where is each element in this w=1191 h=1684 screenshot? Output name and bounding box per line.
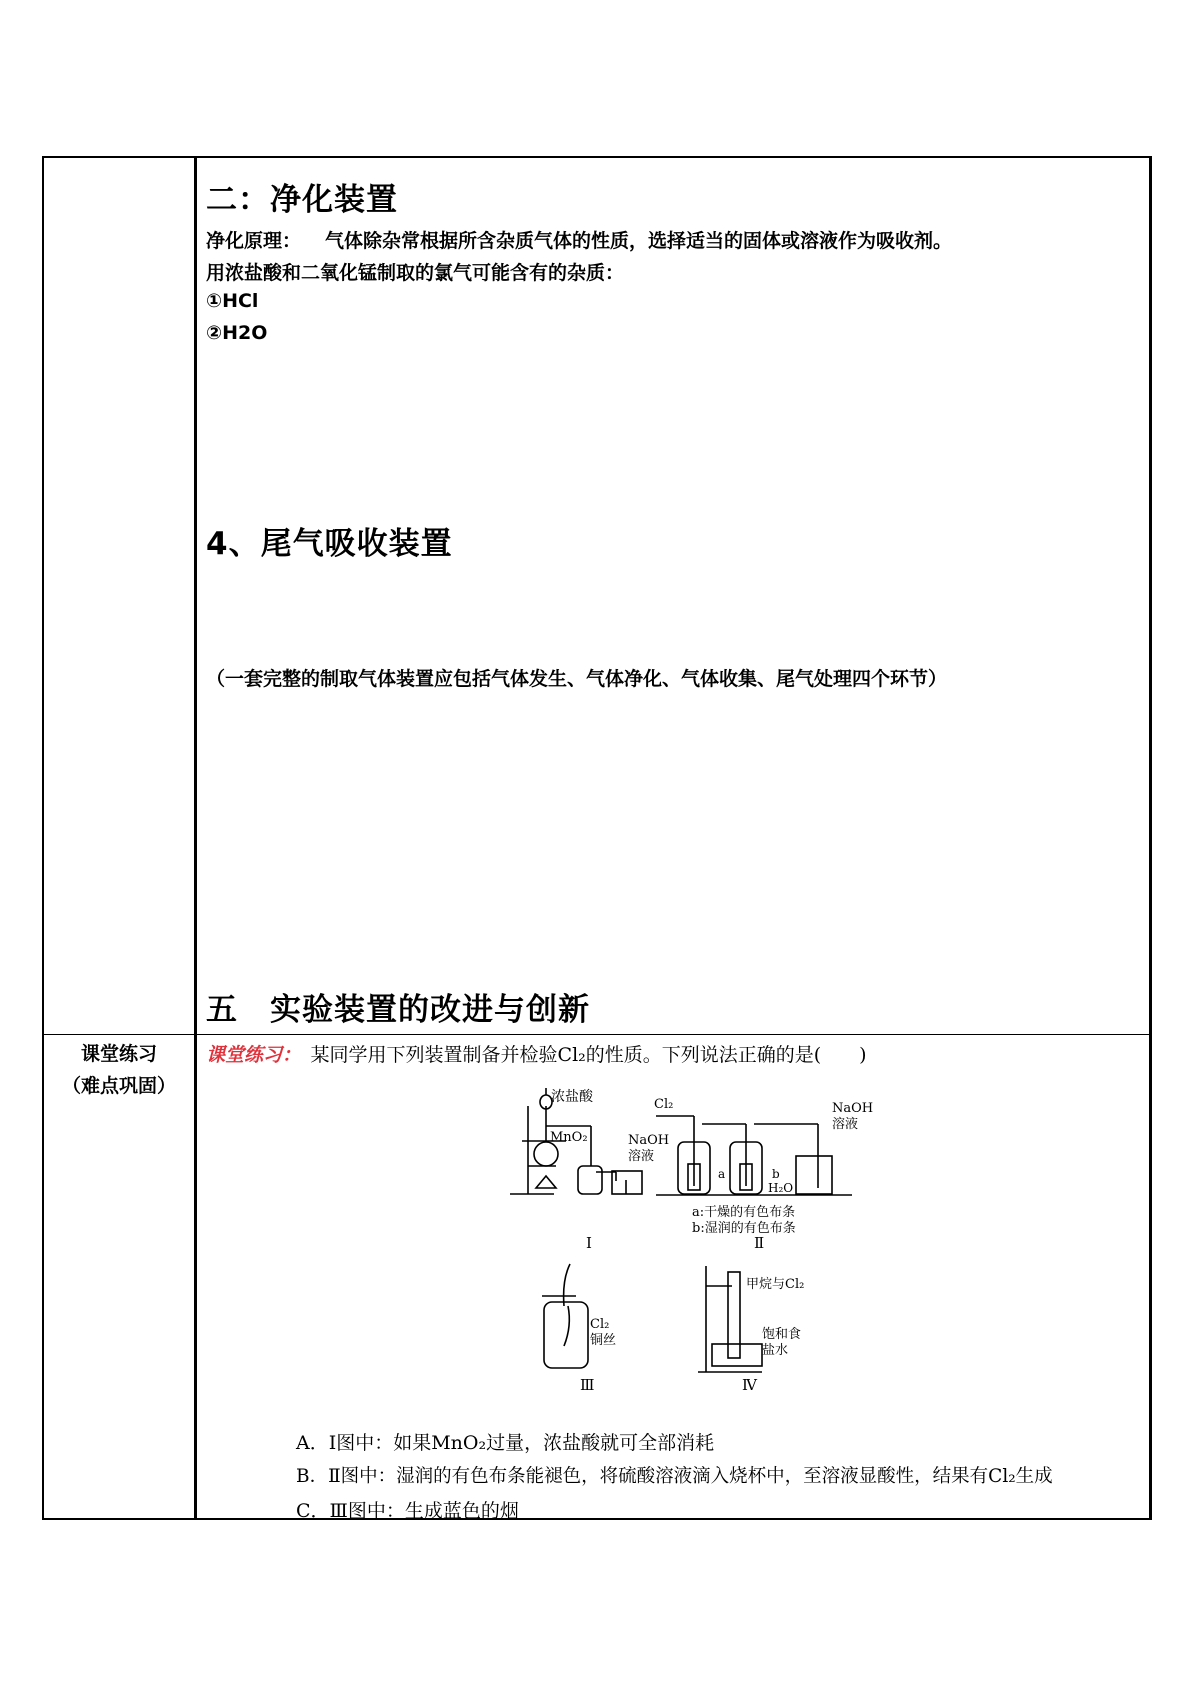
row-divider <box>44 1034 1149 1035</box>
label-iv-0: 甲烷与Cl₂ <box>746 1277 805 1292</box>
section4-title: 4、尾气吸收装置 <box>206 526 453 562</box>
apparatus-figure <box>506 1076 932 1400</box>
section5-title: 五 实验装置的改进与创新 <box>206 992 590 1028</box>
label-iii-0: Cl₂ <box>590 1317 610 1332</box>
row-label-sub: （难点巩固） <box>61 1075 176 1097</box>
label-i-0: 浓盐酸 <box>551 1089 593 1105</box>
apparatus-iii <box>542 1264 588 1368</box>
option-a: A．Ⅰ图中：如果MnO₂过量，浓盐酸就可全部消耗 <box>296 1432 715 1454</box>
label-ii-7: b:湿润的有色布条 <box>692 1221 796 1236</box>
section2-title: 二：净化装置 <box>206 182 398 218</box>
label-ii-5: H₂O <box>768 1181 794 1195</box>
principle-text: 气体除杂常根据所含杂质气体的性质，选择适当的固体或溶液作为吸收剂。 <box>325 230 953 252</box>
caption-iii: Ⅲ <box>580 1376 595 1394</box>
caption-iv: Ⅳ <box>742 1376 757 1394</box>
label-ii-2: 溶液 <box>832 1117 859 1132</box>
label-i-1: MnO₂ <box>550 1130 588 1145</box>
label-i-2: NaOH <box>628 1133 670 1148</box>
label-ii-4: b <box>772 1167 780 1181</box>
option-b: B．Ⅱ图中：湿润的有色布条能褪色，将硫酸溶液滴入烧杯中，至溶液显酸性，结果有Cl₂生成 <box>296 1466 1053 1487</box>
impurity-intro: 用浓盐酸和二氧化锰制取的氯气可能含有的杂质： <box>206 262 625 284</box>
question-text: 某同学用下列装置制备并检验Cl₂的性质。下列说法正确的是( ) <box>310 1044 867 1066</box>
label-iii-1: 铜丝 <box>590 1333 617 1348</box>
label-iv-1: 饱和食 <box>762 1327 802 1342</box>
apparatus-ii <box>656 1116 852 1195</box>
label-i-3: 溶液 <box>628 1149 655 1164</box>
row-label: 课堂练习 <box>80 1043 157 1065</box>
caption-ii: Ⅱ <box>754 1234 765 1252</box>
principle-line <box>206 226 952 253</box>
impurity-item: ②H2O <box>206 322 268 344</box>
impurity-item: ①HCl <box>206 290 259 312</box>
principle-label: 净化原理： <box>206 230 302 252</box>
option-c: C．Ⅲ图中：生成蓝色的烟 <box>296 1500 519 1522</box>
label-ii-1: NaOH <box>832 1101 874 1116</box>
practice-tag: 课堂练习： <box>206 1044 292 1066</box>
label-ii-0: Cl₂ <box>654 1097 674 1112</box>
practice-question <box>206 1040 867 1067</box>
content-table <box>42 156 1152 1520</box>
label-ii-3: a <box>718 1167 726 1181</box>
section4-note: （一套完整的制取气体装置应包括气体发生、气体净化、气体收集、尾气处理四个环节） <box>206 668 948 690</box>
label-iv-2: 盐水 <box>762 1343 789 1358</box>
caption-i: Ⅰ <box>586 1234 592 1252</box>
label-ii-6: a:干燥的有色布条 <box>692 1205 796 1220</box>
column-divider <box>194 158 197 1518</box>
